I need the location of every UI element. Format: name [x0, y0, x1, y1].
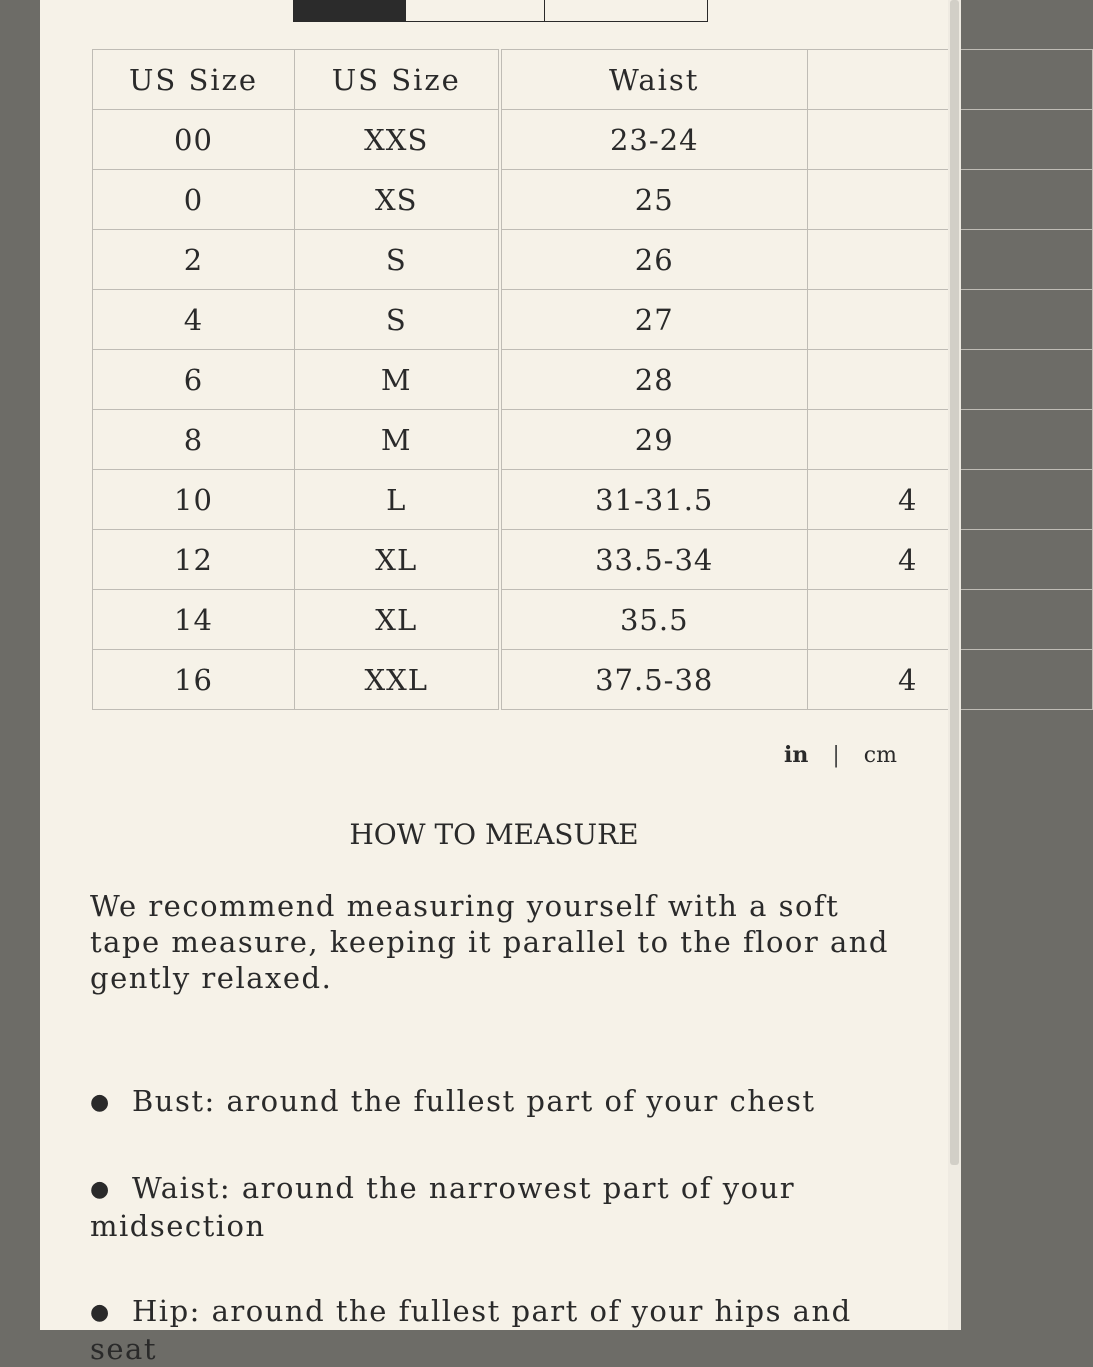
cell-waist: 35.5 — [500, 590, 808, 650]
cell-letter-size: XS — [295, 170, 500, 230]
bullet-text: Bust: around the fullest part of your chest — [132, 1084, 816, 1118]
bullet-text: Waist: around the narrowest part of your midsection — [90, 1171, 796, 1243]
list-item — [90, 1083, 900, 1121]
table-row — [93, 110, 1093, 170]
how-to-measure-heading: HOW TO MEASURE — [349, 818, 639, 851]
size-chart-table-scroll[interactable] — [92, 49, 918, 718]
bullet-icon: ● — [90, 1300, 111, 1325]
unit-centimeters-toggle[interactable]: cm — [863, 743, 897, 768]
cell-us-size: 14 — [93, 590, 295, 650]
cell-letter-size: L — [295, 470, 500, 530]
cell-waist: 31-31.5 — [500, 470, 808, 530]
cell-waist: 28 — [500, 350, 808, 410]
cell-us-size: 2 — [93, 230, 295, 290]
cell-us-size: 12 — [93, 530, 295, 590]
table-row — [93, 590, 1093, 650]
table-row — [93, 410, 1093, 470]
unit-toggle — [784, 742, 897, 768]
list-item — [90, 1170, 900, 1244]
cell-waist: 27 — [500, 290, 808, 350]
table-row — [93, 170, 1093, 230]
size-chart-table — [92, 49, 1093, 710]
cell-us-size: 0 — [93, 170, 295, 230]
cell-waist: 29 — [500, 410, 808, 470]
cell-us-size: 4 — [93, 290, 295, 350]
cell-letter-size: XL — [295, 590, 500, 650]
bullet-icon: ● — [90, 1177, 111, 1202]
cell-next-column: 4 — [808, 650, 1093, 710]
table-row — [93, 650, 1093, 710]
header-waist: Waist — [500, 50, 808, 110]
cell-us-size: 16 — [93, 650, 295, 710]
table-row — [93, 470, 1093, 530]
size-guide-modal — [40, 0, 948, 1366]
cell-us-size: 6 — [93, 350, 295, 410]
how-to-measure-intro: We recommend measuring yourself with a soft tape measure, keeping it parallel to the floor and gently relaxed. — [90, 889, 889, 995]
cell-letter-size: XXS — [295, 110, 500, 170]
unit-separator: | — [832, 743, 840, 768]
cell-waist: 26 — [500, 230, 808, 290]
size-tab-3[interactable] — [545, 0, 708, 22]
cell-waist: 25 — [500, 170, 808, 230]
bullet-icon: ● — [90, 1090, 111, 1115]
table-row — [93, 350, 1093, 410]
table-row — [93, 530, 1093, 590]
header-us-size: US Size — [93, 50, 295, 110]
cell-waist: 23-24 — [500, 110, 808, 170]
bullet-text: Hip: around the fullest part of your hips and seat — [90, 1294, 852, 1366]
cell-letter-size: M — [295, 410, 500, 470]
cell-us-size: 10 — [93, 470, 295, 530]
unit-inches-toggle[interactable]: in — [784, 742, 809, 768]
list-item — [90, 1293, 900, 1367]
cell-us-size: 8 — [93, 410, 295, 470]
cell-letter-size: S — [295, 230, 500, 290]
size-tab-2[interactable] — [406, 0, 545, 22]
cell-letter-size: XXL — [295, 650, 500, 710]
scrollbar-thumb[interactable] — [950, 0, 959, 1165]
size-tab-1[interactable] — [293, 0, 406, 22]
table-row — [93, 290, 1093, 350]
cell-us-size: 00 — [93, 110, 295, 170]
table-row — [93, 230, 1093, 290]
header-us-size-letter: US Size — [295, 50, 500, 110]
cell-next-column: 4 — [808, 530, 1093, 590]
cell-waist: 37.5-38 — [500, 650, 808, 710]
cell-letter-size: S — [295, 290, 500, 350]
cell-next-column: 4 — [808, 470, 1093, 530]
table-header-row — [93, 50, 1093, 110]
cell-letter-size: XL — [295, 530, 500, 590]
size-tabs — [293, 0, 708, 24]
cell-waist: 33.5-34 — [500, 530, 808, 590]
cell-letter-size: M — [295, 350, 500, 410]
